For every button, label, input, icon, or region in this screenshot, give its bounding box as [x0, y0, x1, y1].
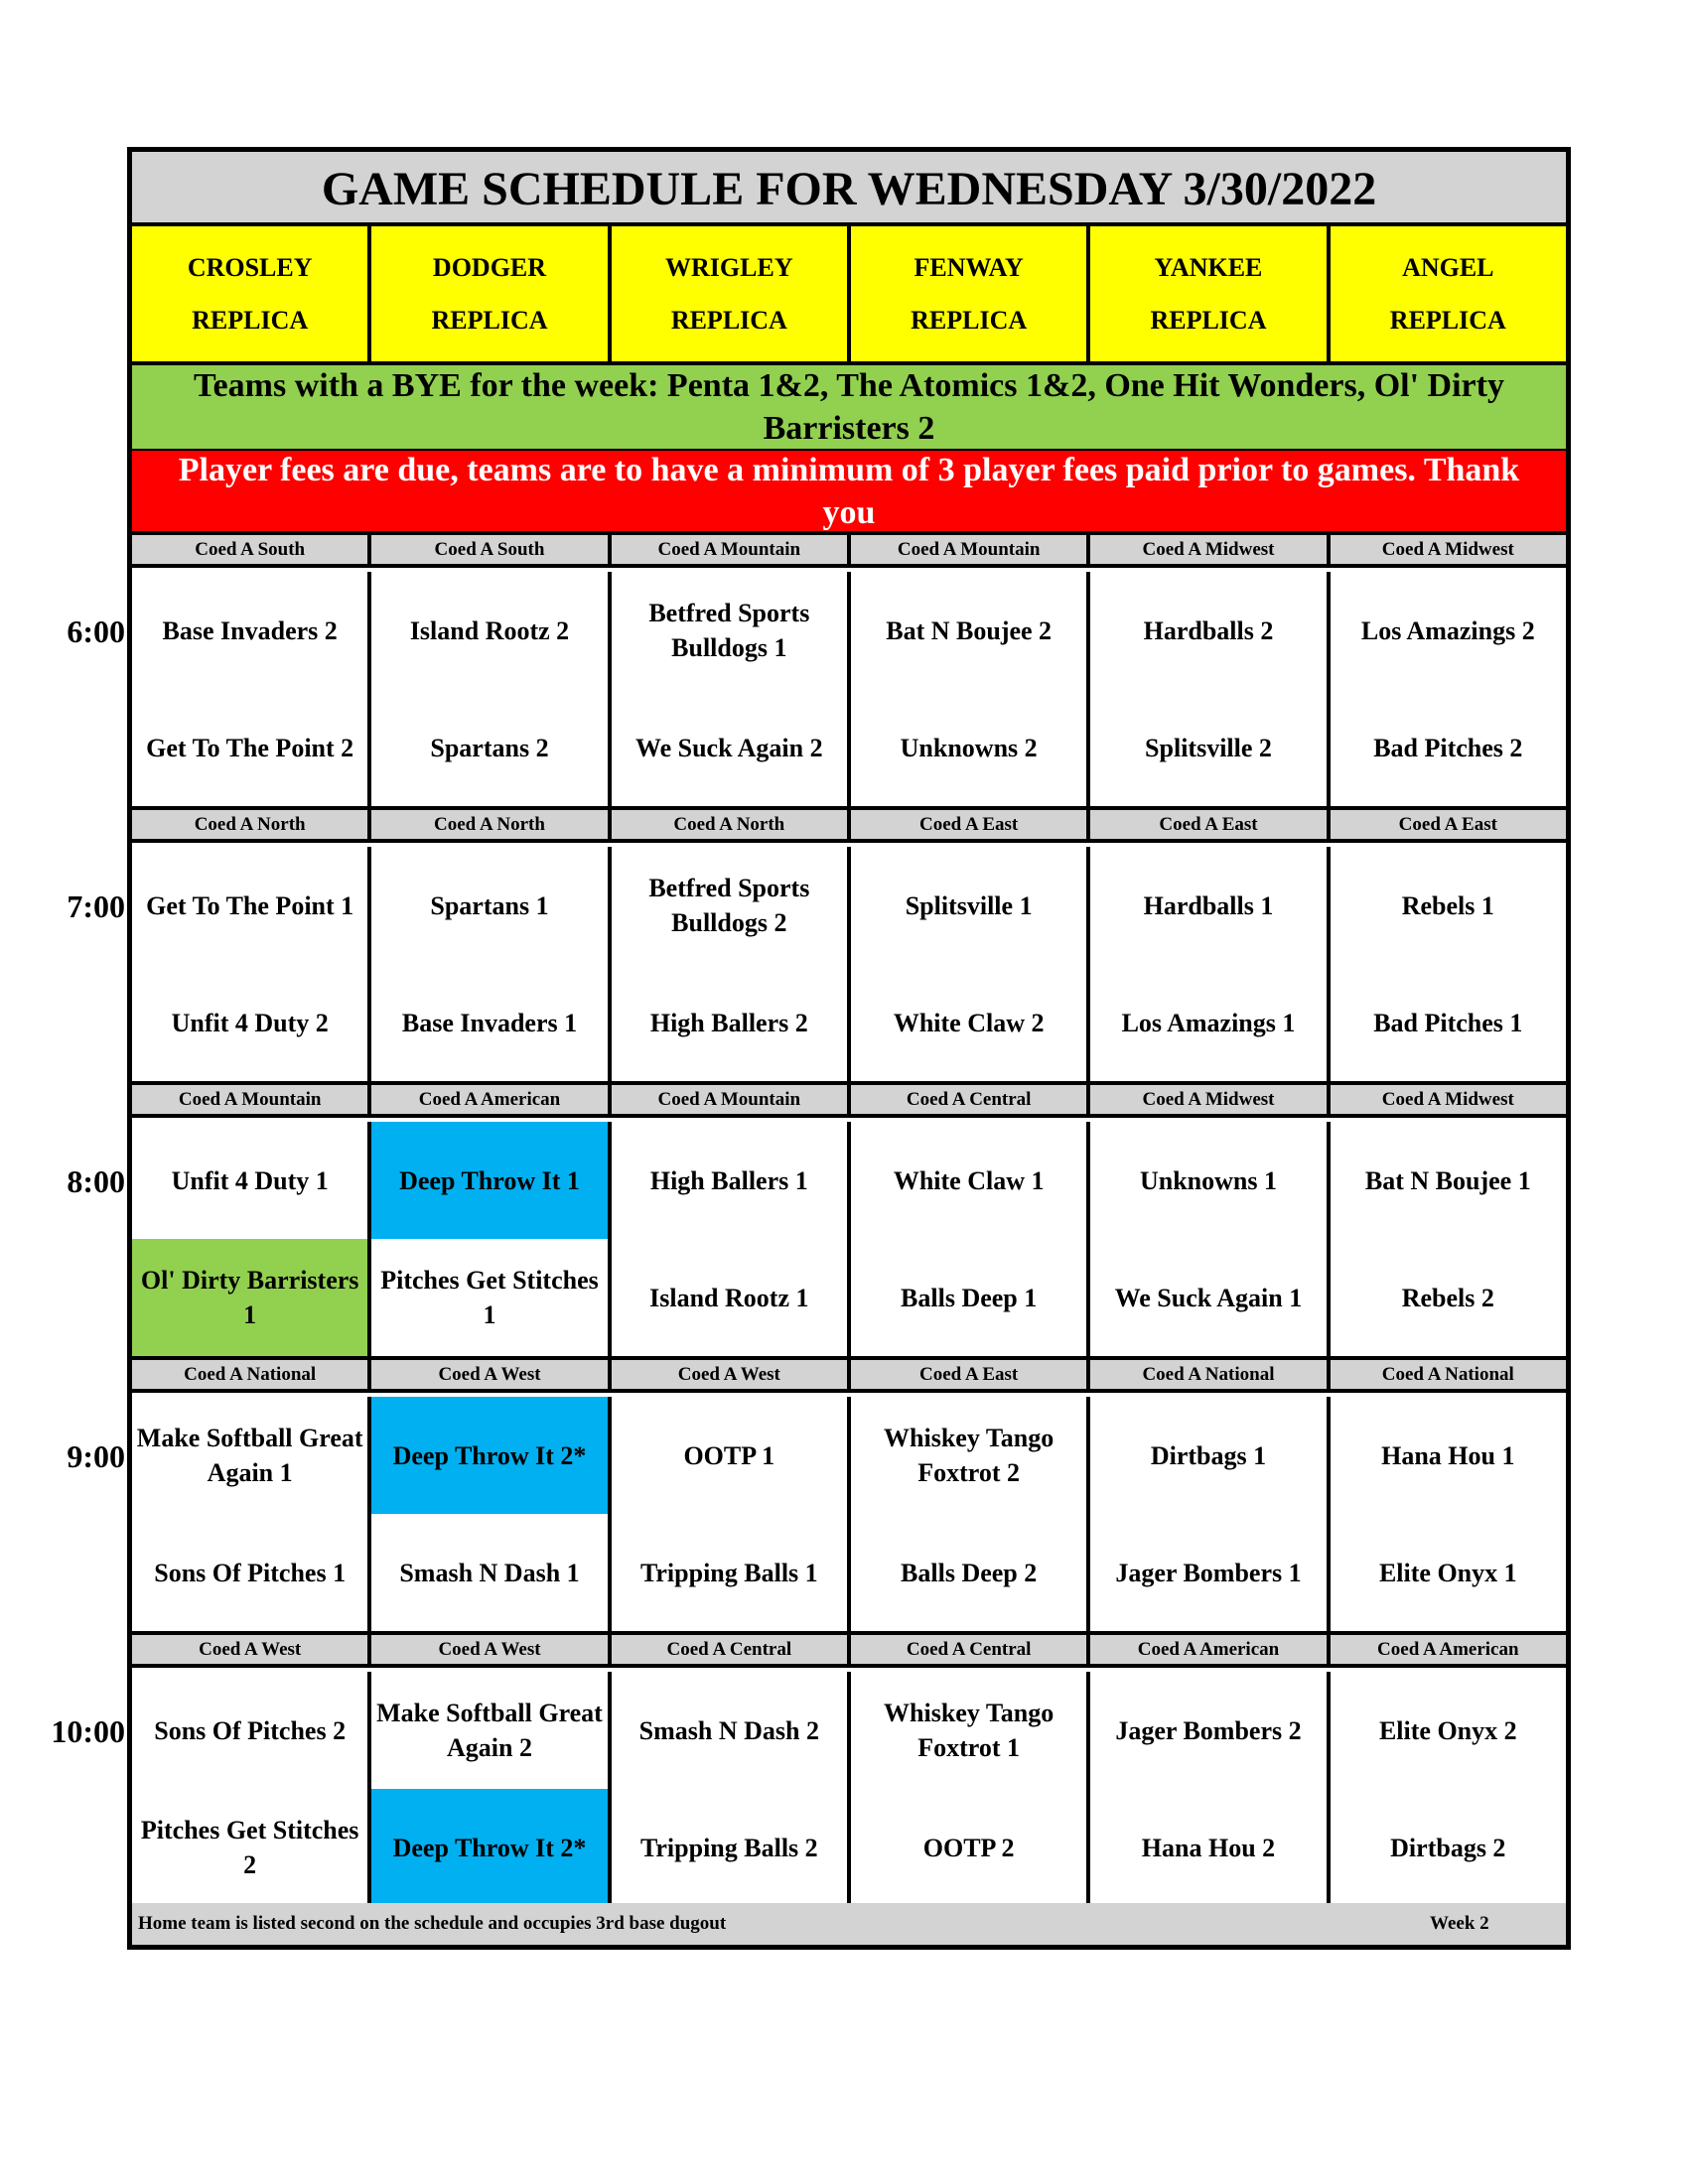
away-team: Unknowns 1: [1139, 1165, 1277, 1195]
game-cell: [1331, 1672, 1566, 1906]
division-label: Coed A Midwest: [1090, 1085, 1330, 1114]
game-cell: [612, 1397, 851, 1631]
division-label: Coed A Mountain: [612, 1085, 851, 1114]
division-label: Coed A Central: [851, 1635, 1090, 1664]
field-name: FENWAY: [914, 253, 1024, 282]
away-team: Jager Bombers 2: [1115, 1715, 1302, 1745]
game-cell: [1331, 1122, 1566, 1356]
time-label: 10:00: [51, 1713, 125, 1749]
away-team: Whiskey Tango Foxtrot 1: [884, 1699, 1055, 1762]
division-row: [132, 810, 1566, 843]
division-label: Coed A American: [1090, 1635, 1330, 1664]
game-cell: [851, 1397, 1090, 1631]
home-team: Los Amazings 1: [1121, 1008, 1296, 1037]
division-label: Coed A Mountain: [132, 1085, 371, 1114]
footer-note: Home team is listed second on the schedule and occupies 3rd base dugout: [138, 1913, 727, 1934]
away-team: Spartans 1: [430, 890, 549, 920]
away-team: Splitsville 1: [905, 890, 1033, 920]
home-team: Balls Deep 1: [901, 1283, 1038, 1312]
game-cell: [1331, 1397, 1566, 1631]
bye-notice: Teams with a BYE for the week: Penta 1&2, The Atomics 1&2, One Hit Wonders, Ol' Dirty Barristers 2: [132, 365, 1566, 451]
field-header-row: [132, 226, 1566, 365]
home-team: We Suck Again 2: [635, 733, 823, 762]
home-team: Splitsville 2: [1145, 733, 1272, 762]
game-cell: [612, 572, 851, 806]
division-label: Coed A West: [371, 1360, 611, 1389]
home-team: Unknowns 2: [900, 733, 1038, 762]
division-row: [132, 1635, 1566, 1668]
game-cell: [612, 1672, 851, 1906]
home-team: High Ballers 2: [649, 1008, 808, 1037]
away-team: Bat N Boujee 2: [886, 615, 1053, 645]
game-cell: [132, 572, 371, 806]
division-label: Coed A Midwest: [1090, 535, 1330, 564]
away-team: White Claw 1: [893, 1165, 1045, 1195]
division-label: Coed A North: [612, 810, 851, 839]
game-cell: [132, 1672, 371, 1906]
home-team: Jager Bombers 1: [1115, 1558, 1302, 1587]
field-sub: REPLICA: [1150, 306, 1267, 335]
home-team: Get To The Point 2: [146, 733, 354, 762]
field-sub: REPLICA: [431, 306, 548, 335]
field-header: [851, 226, 1090, 361]
division-row: [132, 1360, 1566, 1393]
game-row: [132, 847, 1566, 1085]
division-label: Coed A Mountain: [851, 535, 1090, 564]
field-header: [132, 226, 371, 361]
home-team: Tripping Balls 1: [639, 1558, 818, 1587]
away-team: Make Softball Great Again 2: [376, 1699, 603, 1762]
division-label: Coed A Midwest: [1331, 535, 1566, 564]
schedule-sheet: [127, 147, 1571, 1950]
game-cell: [371, 847, 611, 1081]
away-team: Los Amazings 2: [1360, 615, 1535, 645]
away-team: Betfred Sports Bulldogs 2: [648, 874, 810, 937]
division-label: Coed A West: [132, 1635, 371, 1664]
schedule-title: GAME SCHEDULE FOR WEDNESDAY 3/30/2022: [132, 152, 1566, 226]
home-team: Balls Deep 2: [901, 1558, 1038, 1587]
home-team: We Suck Again 1: [1114, 1283, 1303, 1312]
division-label: Coed A East: [1331, 810, 1566, 839]
away-team: OOTP 1: [683, 1440, 775, 1470]
field-name: CROSLEY: [187, 253, 313, 282]
away-team: Whiskey Tango Foxtrot 2: [884, 1424, 1055, 1487]
game-row: [132, 1672, 1566, 1910]
field-name: YANKEE: [1154, 253, 1263, 282]
footer-bar: [132, 1903, 1566, 1945]
game-cell: [132, 847, 371, 1081]
home-team: Spartans 2: [430, 733, 549, 762]
game-cell: [371, 1672, 611, 1906]
division-label: Coed A National: [1090, 1360, 1330, 1389]
away-team: Hardballs 1: [1143, 890, 1274, 920]
division-row: [132, 1085, 1566, 1118]
division-label: Coed A South: [132, 535, 371, 564]
field-sub: REPLICA: [192, 306, 309, 335]
division-label: Coed A South: [371, 535, 611, 564]
home-team: Unfit 4 Duty 2: [171, 1008, 329, 1037]
home-team: Bad Pitches 1: [1373, 1008, 1523, 1037]
game-cell: [1331, 572, 1566, 806]
away-team: Island Rootz 2: [409, 615, 570, 645]
field-header: [1331, 226, 1566, 361]
division-label: Coed A Central: [612, 1635, 851, 1664]
away-team: Dirtbags 1: [1150, 1440, 1267, 1470]
field-sub: REPLICA: [1389, 306, 1506, 335]
game-row: [132, 1122, 1566, 1360]
game-cell: [1090, 1122, 1330, 1356]
week-label: Week 2: [1430, 1913, 1489, 1934]
away-team: Get To The Point 1: [146, 890, 354, 920]
home-team: Sons Of Pitches 1: [154, 1558, 347, 1587]
division-label: Coed A National: [132, 1360, 371, 1389]
division-label: Coed A West: [371, 1635, 611, 1664]
home-team: Ol' Dirty Barristers 1: [132, 1239, 367, 1356]
away-team: Rebels 1: [1401, 890, 1494, 920]
division-label: Coed A East: [1090, 810, 1330, 839]
home-team: Smash N Dash 1: [399, 1558, 580, 1587]
away-team: Bat N Boujee 1: [1364, 1165, 1531, 1195]
home-team: Dirtbags 2: [1390, 1833, 1506, 1862]
away-team: Deep Throw It 2*: [371, 1397, 607, 1514]
game-cell: [851, 1122, 1090, 1356]
home-team: Base Invaders 1: [401, 1008, 578, 1037]
division-label: Coed A North: [371, 810, 611, 839]
division-label: Coed A Midwest: [1331, 1085, 1566, 1114]
home-team: Hana Hou 2: [1141, 1833, 1276, 1862]
field-sub: REPLICA: [670, 306, 787, 335]
away-team: Deep Throw It 1: [371, 1122, 607, 1239]
home-team: Elite Onyx 1: [1378, 1558, 1517, 1587]
game-row: [132, 1397, 1566, 1635]
field-header: [1090, 226, 1330, 361]
game-cell: [612, 1122, 851, 1356]
home-team: White Claw 2: [893, 1008, 1045, 1037]
field-sub: REPLICA: [911, 306, 1028, 335]
home-team: Tripping Balls 2: [639, 1833, 818, 1862]
division-row: [132, 535, 1566, 568]
division-label: Coed A East: [851, 810, 1090, 839]
away-team: High Ballers 1: [649, 1165, 808, 1195]
game-cell: [371, 572, 611, 806]
field-header: [612, 226, 851, 361]
division-label: Coed A Mountain: [612, 535, 851, 564]
away-team: Betfred Sports Bulldogs 1: [648, 599, 810, 662]
division-label: Coed A National: [1331, 1360, 1566, 1389]
game-cell: [371, 1122, 611, 1356]
game-cell: [1090, 1672, 1330, 1906]
field-name: ANGEL: [1402, 253, 1494, 282]
home-team: Island Rootz 1: [649, 1283, 809, 1312]
game-cell: [132, 1397, 371, 1631]
home-team: Pitches Get Stitches 2: [140, 1816, 359, 1879]
division-label: Coed A West: [612, 1360, 851, 1389]
game-cell: [612, 847, 851, 1081]
game-cell: [851, 847, 1090, 1081]
away-team: Sons Of Pitches 2: [154, 1715, 347, 1745]
division-label: Coed A American: [1331, 1635, 1566, 1664]
away-team: Hana Hou 1: [1381, 1440, 1515, 1470]
field-name: DODGER: [432, 253, 547, 282]
away-team: Unfit 4 Duty 1: [171, 1165, 329, 1195]
fees-notice: Player fees are due, teams are to have a minimum of 3 player fees paid prior to games. Thank you: [132, 451, 1566, 535]
away-team: Hardballs 2: [1143, 615, 1274, 645]
away-team: Make Softball Great Again 1: [136, 1424, 363, 1487]
division-label: Coed A East: [851, 1360, 1090, 1389]
away-team: Base Invaders 2: [162, 615, 338, 645]
home-team: Bad Pitches 2: [1373, 733, 1523, 762]
division-label: Coed A North: [132, 810, 371, 839]
home-team: OOTP 2: [922, 1833, 1015, 1862]
time-label: 8:00: [67, 1163, 125, 1199]
field-name: WRIGLEY: [665, 253, 793, 282]
time-label: 7:00: [67, 888, 125, 924]
division-label: Coed A Central: [851, 1085, 1090, 1114]
game-cell: [1090, 572, 1330, 806]
game-cell: [1331, 847, 1566, 1081]
game-cell: [132, 1122, 371, 1356]
home-team: Deep Throw It 2*: [371, 1789, 607, 1906]
game-cell: [371, 1397, 611, 1631]
away-team: Elite Onyx 2: [1378, 1715, 1517, 1745]
field-header: [371, 226, 611, 361]
game-cell: [1090, 847, 1330, 1081]
game-cell: [851, 572, 1090, 806]
home-team: Rebels 2: [1401, 1283, 1494, 1312]
game-cell: [1090, 1397, 1330, 1631]
time-label: 9:00: [67, 1438, 125, 1474]
division-label: Coed A American: [371, 1085, 611, 1114]
home-team: Pitches Get Stitches 1: [380, 1266, 599, 1329]
game-cell: [851, 1672, 1090, 1906]
away-team: Smash N Dash 2: [638, 1715, 819, 1745]
time-label: 6:00: [67, 614, 125, 649]
game-row: [132, 572, 1566, 810]
